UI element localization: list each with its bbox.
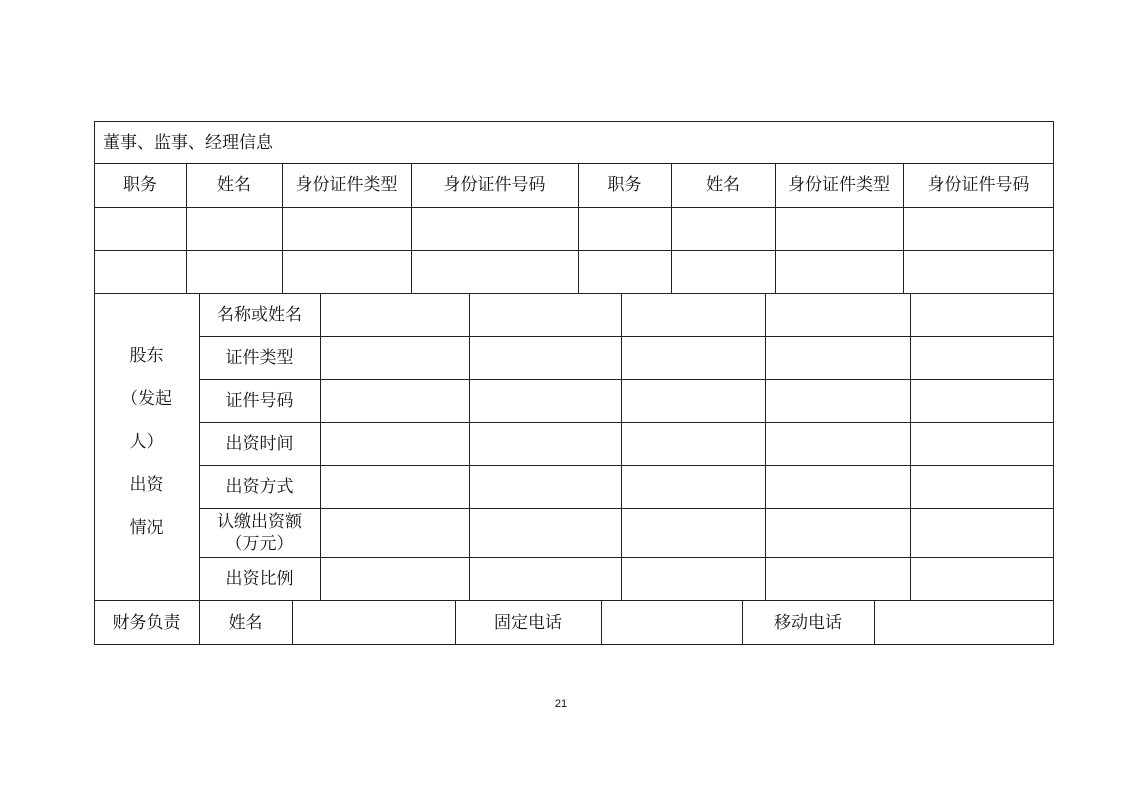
row-label-holder-name: 名称或姓名 bbox=[217, 304, 302, 325]
finance-mobile-label: 移动电话 bbox=[774, 612, 842, 633]
shareholder-label-line: （发起 bbox=[121, 389, 172, 409]
shareholder-label-line: 股东 bbox=[129, 346, 164, 366]
row-label-cert-type: 证件类型 bbox=[225, 347, 294, 368]
officer-entry-row-2[interactable] bbox=[95, 251, 1053, 293]
shareholder-label-line: 人） bbox=[129, 432, 164, 452]
header-position-2: 职务 bbox=[607, 175, 642, 195]
header-name-2: 姓名 bbox=[706, 175, 740, 195]
finance-landline-label: 固定电话 bbox=[494, 612, 562, 633]
shareholder-entry-area[interactable] bbox=[321, 294, 1053, 600]
shareholder-section-label bbox=[94, 293, 199, 600]
header-id-number-2: 身份证件号码 bbox=[927, 175, 1030, 195]
row-label-contribution-ratio: 出资比例 bbox=[225, 568, 294, 589]
finance-mobile-field[interactable] bbox=[875, 601, 1053, 644]
section-title: 董事、监事、经理信息 bbox=[103, 132, 273, 153]
finance-landline-field[interactable] bbox=[602, 601, 742, 644]
header-id-number: 身份证件号码 bbox=[443, 175, 546, 195]
subscribed-amount-unit: （万元） bbox=[225, 533, 294, 554]
header-id-type-2: 身份证件类型 bbox=[788, 175, 890, 195]
officer-entry-row-1[interactable] bbox=[95, 208, 1053, 250]
shareholder-label-line: 出资 bbox=[129, 475, 164, 495]
row-label-subscribed-amount bbox=[199, 508, 320, 557]
finance-label: 财务负责 bbox=[112, 612, 181, 633]
row-label-contribution-method: 出资方式 bbox=[225, 476, 294, 497]
header-position: 职务 bbox=[123, 175, 157, 195]
header-id-type: 身份证件类型 bbox=[295, 175, 398, 195]
finance-name-label: 姓名 bbox=[228, 612, 263, 633]
finance-name-field[interactable] bbox=[293, 601, 455, 644]
subscribed-amount-line: 认缴出资额 bbox=[217, 511, 302, 532]
row-label-contribution-date: 出资时间 bbox=[225, 433, 294, 454]
shareholder-label-line: 情况 bbox=[129, 518, 164, 538]
row-label-cert-number: 证件号码 bbox=[225, 390, 294, 411]
page-number: 21 bbox=[554, 698, 568, 710]
header-name: 姓名 bbox=[217, 175, 251, 195]
